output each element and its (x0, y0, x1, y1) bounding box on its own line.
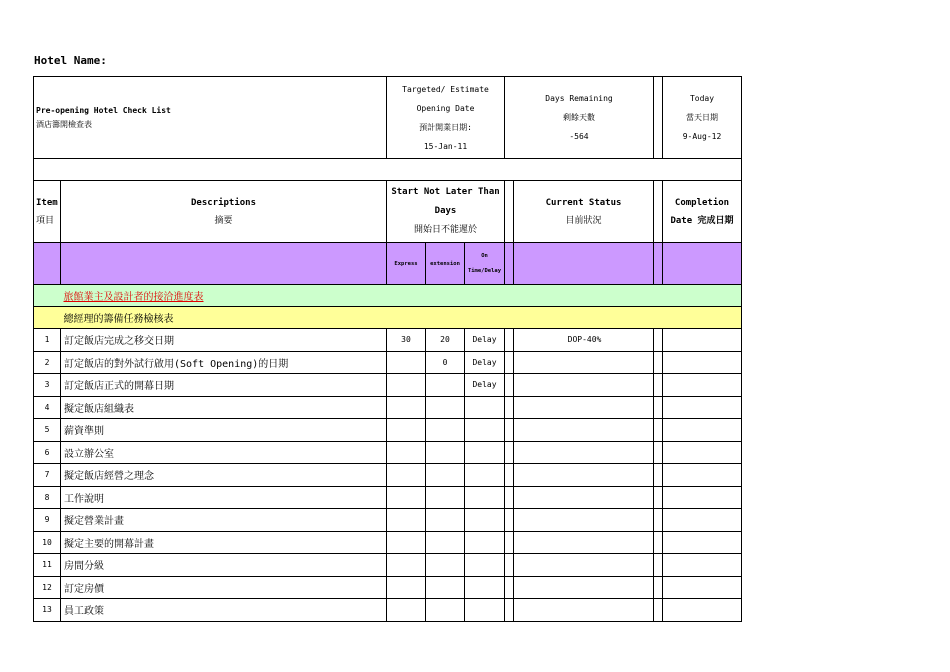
express-value (387, 486, 426, 509)
table-row (34, 396, 742, 419)
completion-value (663, 441, 742, 464)
start-header-l2: Days (434, 206, 457, 216)
express-subheader: Express (387, 243, 426, 285)
completion-header-l1: Completion (674, 197, 730, 208)
item-number: 1 (34, 329, 61, 352)
extension-value (426, 464, 465, 487)
start-header-l1: Start Not Later Than (391, 187, 500, 197)
table-row (34, 486, 742, 509)
item-number: 11 (34, 554, 61, 577)
item-description: 擬定主要的開幕計畫 (61, 531, 387, 554)
table-row (34, 441, 742, 464)
status-value (514, 464, 654, 487)
gap-cell (654, 181, 663, 243)
today-value: 9-Aug-12 (682, 132, 722, 141)
item-number: 2 (34, 351, 61, 374)
gap-cell (654, 486, 663, 509)
days-remaining-cell (505, 77, 654, 159)
gap-cell (654, 396, 663, 419)
extension-value (426, 554, 465, 577)
item-number: 6 (34, 441, 61, 464)
status-value (514, 599, 654, 622)
item-number: 5 (34, 419, 61, 442)
express-value (387, 509, 426, 532)
ontime-value (465, 599, 505, 622)
item-description: 薪資準則 (61, 419, 387, 442)
gap-cell (505, 464, 514, 487)
item-header (34, 181, 61, 243)
column-header-row (34, 181, 742, 243)
header-row (34, 77, 742, 159)
status-value (514, 396, 654, 419)
express-value (387, 374, 426, 397)
section-yellow-title: 總經理的籌備任務檢核表 (61, 307, 742, 329)
remaining-value: -564 (569, 132, 589, 141)
item-header-en: Item (36, 197, 58, 208)
extension-value (426, 396, 465, 419)
ontime-value (465, 396, 505, 419)
description-header-zh: 摘要 (214, 215, 233, 226)
completion-value (663, 554, 742, 577)
express-value (387, 464, 426, 487)
ontime-value (465, 441, 505, 464)
status-value (514, 554, 654, 577)
subheader-blank (505, 243, 514, 285)
ontime-subheader-l2: Time/Delay (467, 267, 502, 274)
extension-value (426, 441, 465, 464)
today-cell (663, 77, 742, 159)
completion-value (663, 599, 742, 622)
extension-value (426, 419, 465, 442)
gap-cell (505, 531, 514, 554)
section-green-title (61, 285, 742, 307)
express-value: 30 (387, 329, 426, 352)
table-row (34, 419, 742, 442)
item-description: 訂定房價 (61, 576, 387, 599)
item-number: 9 (34, 509, 61, 532)
completion-header-l2: Date 完成日期 (670, 215, 734, 226)
item-number: 7 (34, 464, 61, 487)
extension-value: 20 (426, 329, 465, 352)
express-value (387, 396, 426, 419)
status-value (514, 441, 654, 464)
subheader-blank (514, 243, 654, 285)
item-header-zh: 項目 (36, 215, 55, 226)
subheader-row (34, 243, 742, 285)
gap-cell (654, 374, 663, 397)
subheader-blank (61, 243, 387, 285)
gap-cell (505, 576, 514, 599)
express-value (387, 531, 426, 554)
gap-cell (654, 531, 663, 554)
ontime-value (465, 509, 505, 532)
ontime-value (465, 419, 505, 442)
item-description: 員工政策 (61, 599, 387, 622)
targeted-line1: Targeted/ Estimate (402, 84, 489, 94)
subheader-blank (34, 243, 61, 285)
gap-cell (505, 554, 514, 577)
extension-value (426, 509, 465, 532)
status-header-en: Current Status (545, 197, 622, 208)
item-description: 擬定飯店經營之理念 (61, 464, 387, 487)
completion-value (663, 419, 742, 442)
extension-value (426, 374, 465, 397)
express-value (387, 419, 426, 442)
gap-cell (505, 599, 514, 622)
status-value (514, 531, 654, 554)
ontime-value (465, 576, 505, 599)
ontime-value (465, 464, 505, 487)
gap-cell (654, 576, 663, 599)
extension-value (426, 576, 465, 599)
targeted-line3: 預計開業日期: (419, 122, 472, 132)
ontime-subheader (465, 243, 505, 285)
item-number: 13 (34, 599, 61, 622)
gap-cell (505, 351, 514, 374)
completion-value (663, 576, 742, 599)
status-value (514, 576, 654, 599)
item-description: 房間分級 (61, 554, 387, 577)
express-value (387, 599, 426, 622)
table-row (34, 351, 742, 374)
express-value (387, 554, 426, 577)
gap-cell (505, 509, 514, 532)
ontime-value (465, 554, 505, 577)
hotel-name-label: Hotel Name: (34, 54, 107, 67)
spacer-cell (654, 77, 663, 159)
section-yellow-blank (34, 307, 61, 329)
section-row-green (34, 285, 742, 307)
extension-value (426, 599, 465, 622)
item-description: 擬定飯店組織表 (61, 396, 387, 419)
completion-value (663, 374, 742, 397)
extension-value: 0 (426, 351, 465, 374)
gap-cell (505, 329, 514, 352)
item-number: 4 (34, 396, 61, 419)
gap-cell (505, 374, 514, 397)
blank-cell (34, 159, 742, 181)
item-description: 擬定營業計畫 (61, 509, 387, 532)
table-row (34, 329, 742, 352)
completion-value (663, 329, 742, 352)
item-description: 工作說明 (61, 486, 387, 509)
item-description: 設立辦公室 (61, 441, 387, 464)
ontime-value: Delay (465, 374, 505, 397)
status-value (514, 351, 654, 374)
ontime-value (465, 486, 505, 509)
section-row-yellow (34, 307, 742, 329)
completion-value (663, 396, 742, 419)
gap-cell (505, 419, 514, 442)
table-row (34, 576, 742, 599)
item-description: 訂定飯店正式的開幕日期 (61, 374, 387, 397)
targeted-date-cell (387, 77, 505, 159)
express-value (387, 441, 426, 464)
extension-value (426, 531, 465, 554)
remaining-line2: 剩餘天數 (563, 113, 595, 122)
item-description: 訂定飯店完成之移交日期 (61, 329, 387, 352)
gap-cell (654, 441, 663, 464)
express-value (387, 576, 426, 599)
table-row (34, 554, 742, 577)
extension-subheader: extension (426, 243, 465, 285)
title-zh: 酒店籌開檢查表 (36, 119, 92, 129)
subheader-blank (663, 243, 742, 285)
blank-row (34, 159, 742, 181)
item-number: 12 (34, 576, 61, 599)
table-row (34, 531, 742, 554)
remaining-line1: Days Remaining (545, 94, 613, 103)
ontime-value (465, 531, 505, 554)
table-row (34, 464, 742, 487)
table-row (34, 599, 742, 622)
item-number: 8 (34, 486, 61, 509)
checklist-table (33, 76, 742, 622)
title-en: Pre-opening Hotel Check List (36, 105, 171, 115)
today-line1: Today (689, 94, 715, 103)
task-rows (34, 329, 742, 622)
gap-cell (505, 181, 514, 243)
subheader-blank (654, 243, 663, 285)
gap-cell (654, 464, 663, 487)
completion-value (663, 509, 742, 532)
targeted-line2: Opening Date (416, 103, 475, 113)
status-value (514, 486, 654, 509)
item-number: 10 (34, 531, 61, 554)
description-header (61, 181, 387, 243)
item-number: 3 (34, 374, 61, 397)
table-row (34, 509, 742, 532)
start-header (387, 181, 505, 243)
gap-cell (654, 599, 663, 622)
gap-cell (505, 441, 514, 464)
gap-cell (654, 419, 663, 442)
description-header-en: Descriptions (190, 197, 257, 208)
express-value (387, 351, 426, 374)
status-value: DOP-40% (514, 329, 654, 352)
status-value (514, 374, 654, 397)
gap-cell (654, 554, 663, 577)
section-green-blank (34, 285, 61, 307)
gap-cell (505, 486, 514, 509)
completion-header (663, 181, 742, 243)
completion-value (663, 351, 742, 374)
gap-cell (654, 329, 663, 352)
gap-cell (654, 509, 663, 532)
extension-value (426, 486, 465, 509)
status-value (514, 419, 654, 442)
gap-cell (654, 351, 663, 374)
table-row (34, 374, 742, 397)
completion-value (663, 531, 742, 554)
section-green-title-text: 旅館業主及設計者的接洽進度表 (63, 292, 204, 303)
ontime-subheader-l1: On (481, 252, 488, 259)
ontime-value: Delay (465, 351, 505, 374)
today-line2: 當天日期 (686, 113, 718, 122)
status-header (514, 181, 654, 243)
item-description: 訂定飯店的對外試行啟用(Soft Opening)的日期 (61, 351, 387, 374)
status-header-zh: 目前狀況 (565, 215, 602, 226)
completion-value (663, 464, 742, 487)
completion-value (663, 486, 742, 509)
ontime-value: Delay (465, 329, 505, 352)
start-header-l3: 開始日不能遲於 (413, 225, 477, 235)
targeted-value: 15-Jan-11 (423, 141, 468, 151)
gap-cell (505, 396, 514, 419)
status-value (514, 509, 654, 532)
title-cell (34, 77, 387, 159)
